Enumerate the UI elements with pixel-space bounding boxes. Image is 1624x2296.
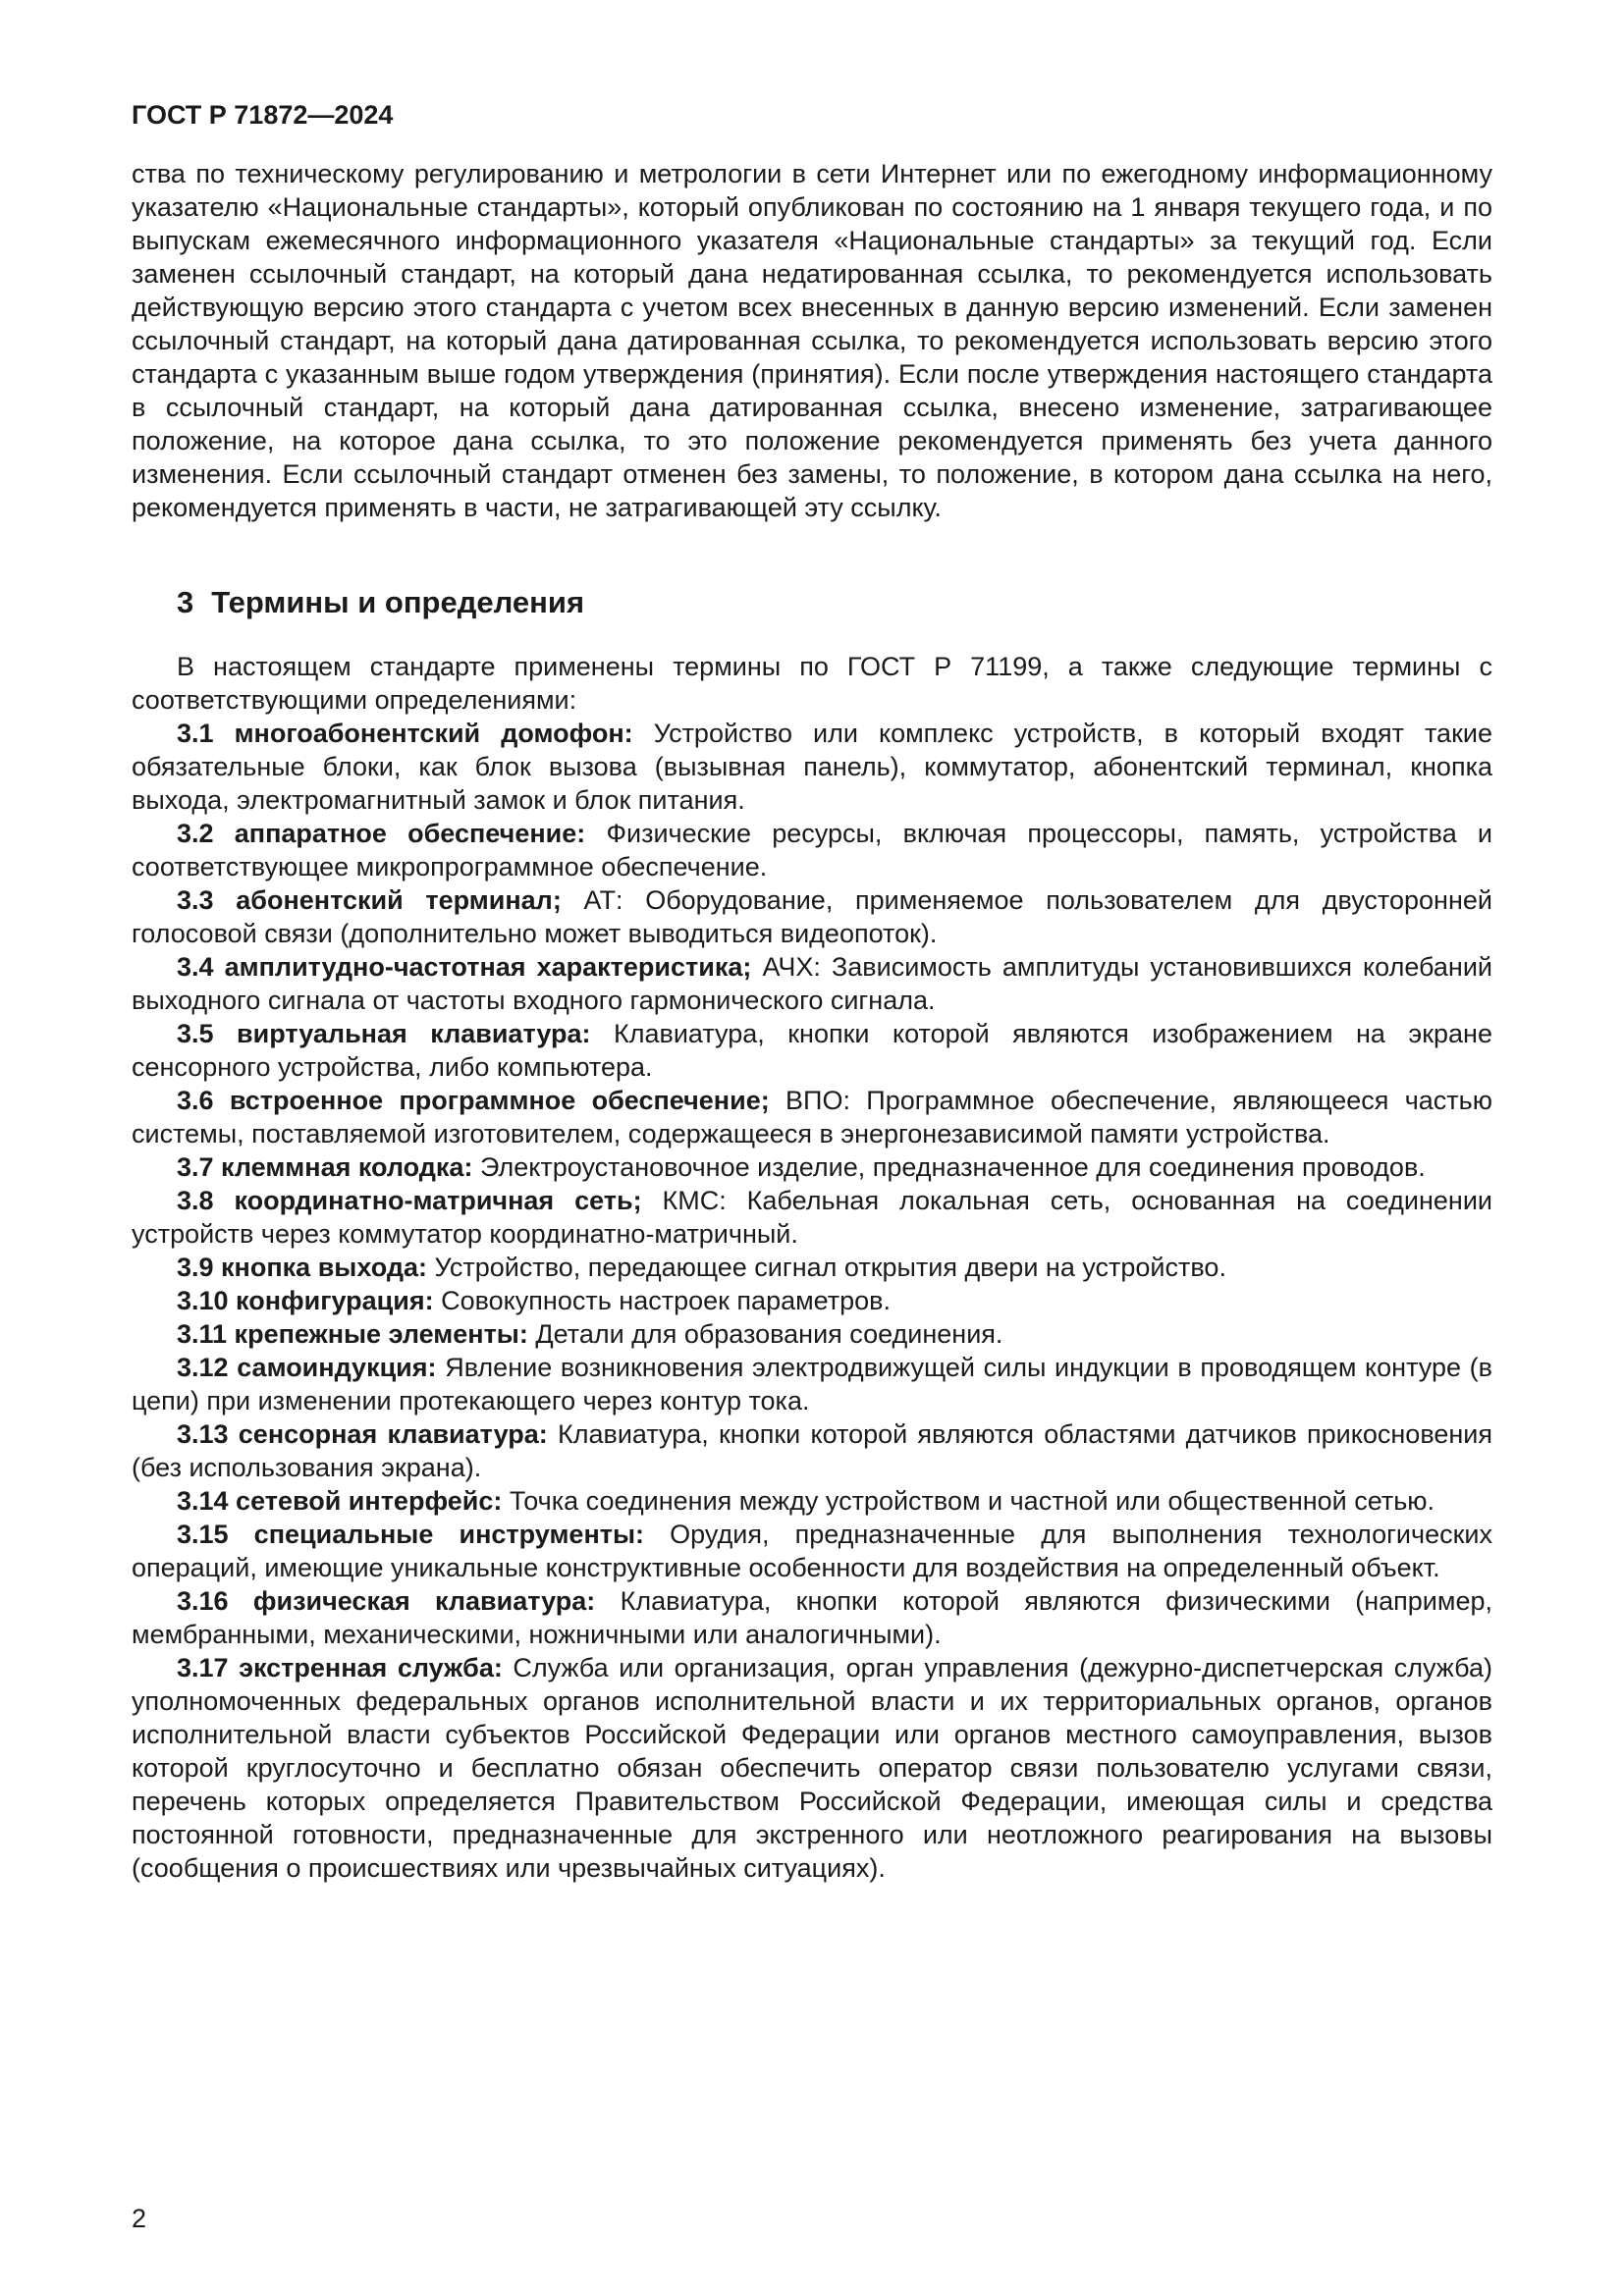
term-label: 3.13 сенсорная клавиатура: [177, 1419, 548, 1449]
term-definition: Кабельная локальная сеть, основанная на соединении устройств через коммутатор координатно-матричный. [132, 1186, 1492, 1249]
term-item [132, 1017, 1492, 1084]
term-label: 3.16 физическая клавиатура: [177, 1586, 596, 1616]
term-definition: Совокупность настроек параметров. [441, 1286, 892, 1315]
continuation-paragraph: ства по техническому регулированию и метрологии в сети Интернет или по ежегодному информационному указателю «Национальные стандарты», который опубликован по состоянию на 1 января текущего года, и по выпускам ежемесячного информационного указателя «Национальные стандарты» за текущий год. Если заменен ссылочный стандарт, на который дана недатированная ссылка, то рекомендуется использовать действующую версию этого стандарта с учетом всех внесенных в данную версию изменений. Если заменен ссылочный стандарт, на который дана датированная ссылка, то рекомендуется использовать версию этого стандарта с указанным выше годом утверждения (принятия). Если после утверждения настоящего стандарта в ссылочный стандарт, на который дана датированная ссылка, внесено изменение, затрагивающее положение, на которое дана ссылка, то это положение рекомендуется применять без учета данного изменения. Если ссылочный стандарт отменен без замены, то положение, в котором дана ссылка на него, рекомендуется применять в части, не затрагивающей эту ссылку. [132, 159, 1492, 522]
term-label: 3.11 крепежные элементы: [177, 1319, 528, 1349]
term-definition: Электроустановочное изделие, предназначенное для соединения проводов. [479, 1152, 1426, 1182]
page-header [132, 98, 1492, 132]
term-item [132, 717, 1492, 817]
term-label: 3.8 координатно-матричная сеть; [177, 1186, 642, 1215]
term-item [132, 1317, 1492, 1351]
term-item [132, 1284, 1492, 1317]
term-label: 3.5 виртуальная клавиатура: [177, 1019, 591, 1048]
term-definition: Служба или организация, орган управления (дежурно-диспетчерская служба) уполномоченных федеральных органов исполнительной власти и их территориальных органов, органов исполнительной власти субъектов Российской Федерации или органов местного самоуправления, вызов которой круглосуточно и бесплатно обязан обеспечить оператор связи пользователю услугами связи, перечень которых определяется Правительством Российской Федерации, имеющая силы и средства постоянной готовности, предназначенные для экстренного или неотложного реагирования на вызовы (сообщения о происшествиях или чрезвычайных ситуациях). [132, 1653, 1492, 1883]
term-label: 3.10 конфигурация: [177, 1286, 434, 1315]
term-definition: Орудия, предназначенные для выполнения технологических операций, имеющие уникальные конструктивные особенности для воздействия на определенный объект. [132, 1520, 1492, 1582]
page-number: 2 [132, 2204, 147, 2233]
term-definition: Устройство или комплекс устройств, в который входят такие обязательные блоки, как блок вызова (вызывная панель), коммутатор, абонентский терминал, кнопка выхода, электромагнитный замок и блок питания. [132, 719, 1492, 815]
term-item [132, 1351, 1492, 1417]
term-item [132, 817, 1492, 883]
term-label: 3.1 многоабонентский домофон: [177, 719, 633, 748]
term-definition: Клавиатура, кнопки которой являются областями датчиков прикосновения (без использования экрана). [132, 1419, 1492, 1482]
term-item [132, 1417, 1492, 1484]
term-label: 3.15 специальные инструменты: [177, 1520, 645, 1549]
term-definition: Программное обеспечение, являющееся частью системы, поставляемой изготовителем, содержащееся в энергонезависимой памяти устройства. [132, 1086, 1492, 1148]
section-title: Термины и определения [211, 585, 585, 619]
terms-list [132, 717, 1492, 1885]
lead-paragraph: В настоящем стандарте применены термины по ГОСТ Р 71199, а также следующие термины с соответствующими определениями: [132, 652, 1492, 715]
term-item [132, 1251, 1492, 1284]
term-item [132, 1184, 1492, 1251]
term-item [132, 1150, 1492, 1184]
term-definition: Физические ресурсы, включая процессоры, память, устройства и соответствующее микропрограммное обеспечение. [132, 819, 1492, 881]
term-label: 3.4 амплитудно-частотная характеристика; [177, 952, 752, 982]
term-definition: Точка соединения между устройством и частной или общественной сетью. [509, 1486, 1435, 1516]
term-definition: Явление возникновения электродвижущей силы индукции в проводящем контуре (в цепи) при изменении протекающего через контур тока. [132, 1353, 1492, 1415]
term-abbreviation: ВПО: [785, 1086, 850, 1115]
term-definition: Устройство, передающее сигнал открытия двери на устройство. [434, 1253, 1226, 1282]
term-label: 3.7 клеммная колодка: [177, 1152, 473, 1182]
term-item [132, 1484, 1492, 1518]
term-definition: Оборудование, применяемое пользователем для двусторонней голосовой связи (дополнительно может выводиться видеопоток). [132, 885, 1492, 948]
page-footer [132, 2202, 146, 2235]
term-item [132, 883, 1492, 950]
section-heading [177, 585, 1492, 620]
term-item [132, 1518, 1492, 1584]
standard-designation: ГОСТ Р 71872—2024 [132, 100, 394, 130]
term-item [132, 1584, 1492, 1651]
term-label: 3.2 аппаратное обеспечение: [177, 819, 586, 848]
term-item [132, 950, 1492, 1017]
term-abbreviation: АТ: [583, 885, 623, 915]
term-label: 3.3 абонентский терминал; [177, 885, 562, 915]
term-label: 3.6 встроенное программное обеспечение; [177, 1086, 770, 1115]
term-item [132, 1084, 1492, 1150]
term-abbreviation: АЧХ: [762, 952, 821, 982]
term-item [132, 1651, 1492, 1885]
term-definition: Клавиатура, кнопки которой являются изображением на экране сенсорного устройства, либо компьютера. [132, 1019, 1492, 1082]
term-label: 3.9 кнопка выхода: [177, 1253, 427, 1282]
term-definition: Детали для образования соединения. [535, 1319, 1003, 1349]
term-definition: Клавиатура, кнопки которой являются физическими (например, мембранными, механическими, ножничными или аналогичными). [132, 1586, 1492, 1649]
term-definition: Зависимость амплитуды установившихся колебаний выходного сигнала от частоты входного гармонического сигнала. [132, 952, 1492, 1015]
term-label: 3.12 самоиндукция: [177, 1353, 437, 1382]
section-number: 3 [177, 585, 194, 619]
term-label: 3.14 сетевой интерфейс: [177, 1486, 503, 1516]
term-label: 3.17 экстренная служба: [177, 1653, 503, 1682]
term-abbreviation: КМС: [662, 1186, 727, 1215]
